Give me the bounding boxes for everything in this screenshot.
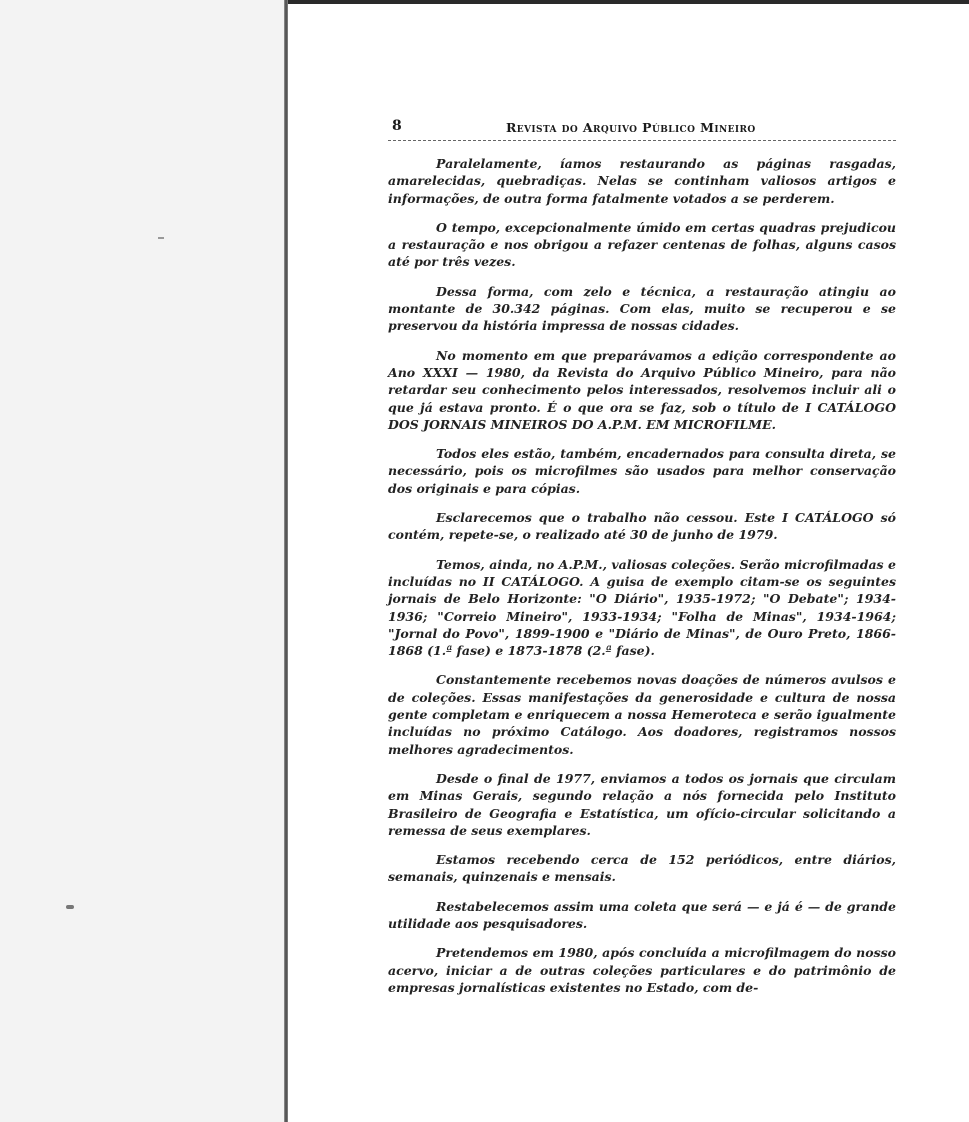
- paragraph: Estamos recebendo cerca de 152 periódicos, entre diários, semanais, quinzenais e mensais.: [388, 852, 896, 885]
- body-text: [388, 155, 896, 996]
- paragraph: Constantemente recebemos novas doações de números avulsos e de coleções. Essas manifestações da generosidade e cultura de nossa gente completam e enriquecem a nossa Hemeroteca e serão igualmente incluídas no próximo Catálogo. Aos doadores, registramos nossos melhores agradecimentos.: [388, 672, 896, 757]
- facing-page-margin: [0, 0, 286, 1122]
- paragraph: Esclarecemos que o trabalho não cessou. Este I CATÁLOGO só contém, repete-se, o realizado até 30 de junho de 1979.: [388, 510, 896, 543]
- page-header: [388, 118, 896, 141]
- running-title: Revista do Arquivo Público Mineiro: [506, 120, 756, 135]
- paragraph: Paralelamente, íamos restaurando as páginas rasgadas, amarelecidas, quebradiças. Nelas se continham valiosos artigos e informações, de outra forma fatalmente votados a se perderem.: [388, 156, 896, 206]
- paragraph: Pretendemos em 1980, após concluída a microfilmagem do nosso acervo, iniciar a de outras coleções particulares e do patrimônio de empresas jornalísticas existentes no Estado, com de-: [388, 945, 896, 995]
- paragraph: O tempo, excepcionalmente úmido em certas quadras prejudicou a restauração e nos obrigou a refazer centenas de folhas, alguns casos até por três vezes.: [388, 219, 896, 270]
- page-number: 8: [392, 118, 402, 134]
- page: [388, 118, 896, 1008]
- paragraph: Restabelecemos assim uma coleta que será — e já é — de grande utilidade aos pesquisadores.: [388, 898, 896, 931]
- paragraph: Desde o final de 1977, enviamos a todos os jornais que circulam em Minas Gerais, segundo relação a nós fornecida pelo Instituto Brasileiro de Geografia e Estatística, um ofício-circular solicitando a remessa de seus exemplares.: [388, 770, 896, 838]
- scan-speck: [66, 905, 74, 909]
- paragraph: Temos, ainda, no A.P.M., valiosas coleções. Serão microfilmadas e incluídas no II CATÁLOGO. A guisa de exemplo citam-se os seguintes jornais de Belo Horizonte: "O Diário", 1935-1972; "O Debate"; 1934-1936; "Correio Mineiro", 1933-1934; "Folha de Minas", 1934-1964; "Jornal do Povo", 1899-1900 e "Diário de Minas", de Ouro Preto, 1866-1868 (1.ª fase) e 1873-1878 (2.ª fase).: [388, 556, 896, 659]
- paragraph: No momento em que preparávamos a edição correspondente ao Ano XXXI — 1980, da Revista do Arquivo Público Mineiro, para não retardar seu conhecimento pelos interessados, resolvemos incluir ali o que já estava pronto. É o que ora se faz, sob o título de I CATÁLOGO DOS JORNAIS MINEIROS DO A.P.M. EM MICROFILME.: [388, 347, 896, 432]
- scan-speck: [158, 237, 164, 239]
- book-spine: [284, 0, 288, 1122]
- paragraph: Todos eles estão, também, encadernados para consulta direta, se necessário, pois os microfilmes são usados para melhor conservação dos originais e para cópias.: [388, 446, 896, 496]
- paragraph: Dessa forma, com zelo e técnica, a restauração atingiu ao montante de 30.342 páginas. Com elas, muito se recuperou e se preservou da história impressa de nossas cidades.: [388, 283, 896, 334]
